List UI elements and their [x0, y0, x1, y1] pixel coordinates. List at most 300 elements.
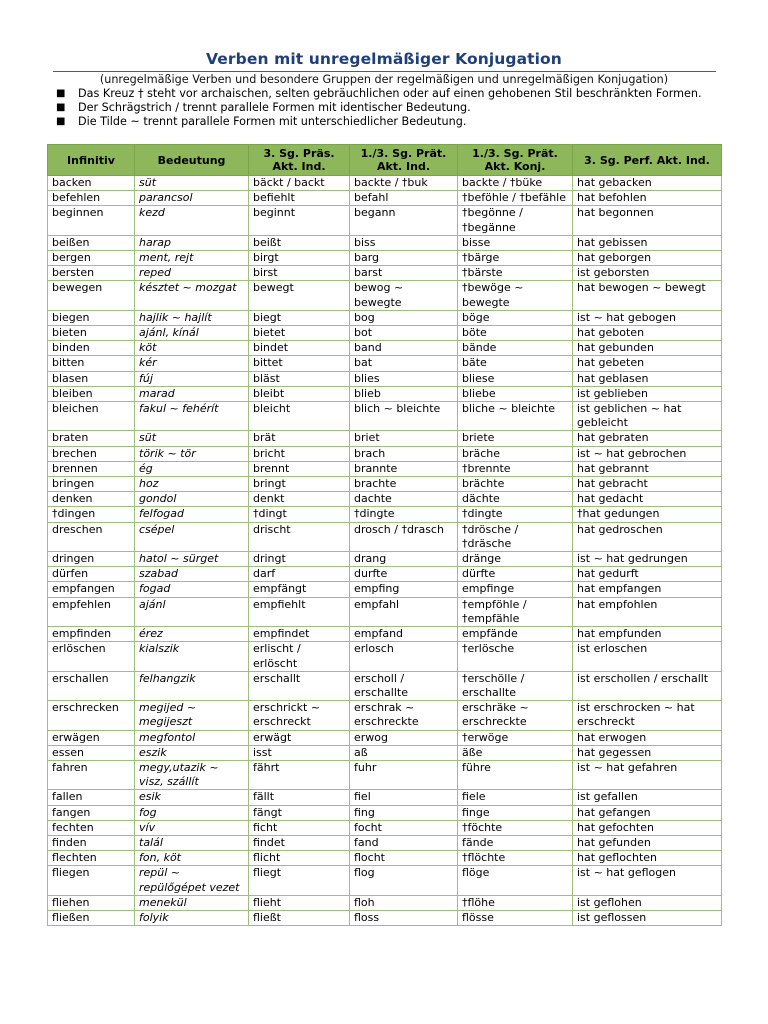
praeteritum-konj-cell: empfände [458, 627, 573, 642]
bedeutung-cell: reped [135, 266, 249, 281]
praeteritum-ind-cell: briet [350, 431, 458, 446]
bullet-icon: ■ [56, 116, 66, 128]
praesens-cell: bietet [249, 326, 350, 341]
praesens-cell: erlischt / erlöscht [249, 642, 350, 671]
infinitiv-cell: empfangen [48, 582, 135, 597]
table-row [48, 851, 722, 866]
title-underline [53, 71, 716, 72]
perfekt-cell: †hat gedungen [573, 507, 722, 522]
infinitiv-cell: flechten [48, 851, 135, 866]
table-row [48, 866, 722, 895]
praeteritum-ind-cell: fand [350, 835, 458, 850]
praeteritum-ind-cell: bot [350, 326, 458, 341]
infinitiv-cell: bleiben [48, 386, 135, 401]
praesens-cell: bäckt / backt [249, 176, 350, 191]
table-row [48, 461, 722, 476]
bedeutung-cell: kialszik [135, 642, 249, 671]
praeteritum-konj-cell: empfinge [458, 582, 573, 597]
table-row [48, 627, 722, 642]
table-row [48, 431, 722, 446]
table-row [48, 251, 722, 266]
table-row [48, 805, 722, 820]
header-perfekt: 3. Sg. Perf. Akt. Ind. [573, 145, 722, 176]
table-row [48, 582, 722, 597]
praeteritum-konj-cell: †dingte [458, 507, 573, 522]
perfekt-cell: hat geboten [573, 326, 722, 341]
praeteritum-ind-cell: begann [350, 206, 458, 235]
perfekt-cell: hat gegessen [573, 745, 722, 760]
praeteritum-ind-cell: barg [350, 251, 458, 266]
infinitiv-cell: dringen [48, 552, 135, 567]
perfekt-cell: hat gedroschen [573, 522, 722, 551]
perfekt-cell: hat gedurft [573, 567, 722, 582]
praeteritum-ind-cell: aß [350, 745, 458, 760]
praesens-cell: ficht [249, 820, 350, 835]
bedeutung-cell: menekül [135, 895, 249, 910]
infinitiv-cell: bergen [48, 251, 135, 266]
table-row [48, 642, 722, 671]
bedeutung-cell: kezd [135, 206, 249, 235]
praeteritum-konj-cell: †bewöge ~ bewegte [458, 281, 573, 310]
praeteritum-konj-cell: †beföhle / †befähle [458, 191, 573, 206]
bedeutung-cell: kér [135, 356, 249, 371]
header-praeteritum-ind: 1./3. Sg. Prät. Akt. Ind. [350, 145, 458, 176]
praeteritum-ind-cell: blies [350, 371, 458, 386]
bedeutung-cell: megfontol [135, 730, 249, 745]
infinitiv-cell: beißen [48, 235, 135, 250]
infinitiv-cell: fliehen [48, 895, 135, 910]
praeteritum-konj-cell: fände [458, 835, 573, 850]
infinitiv-cell: blasen [48, 371, 135, 386]
praeteritum-ind-cell: blieb [350, 386, 458, 401]
infinitiv-cell: erschrecken [48, 701, 135, 730]
praeteritum-ind-cell: durfte [350, 567, 458, 582]
praeteritum-konj-cell: äße [458, 745, 573, 760]
praeteritum-ind-cell: drosch / †drasch [350, 522, 458, 551]
infinitiv-cell: erwägen [48, 730, 135, 745]
praesens-cell: biegt [249, 310, 350, 325]
infinitiv-cell: dreschen [48, 522, 135, 551]
table-row [48, 341, 722, 356]
praesens-cell: findet [249, 835, 350, 850]
infinitiv-cell: fangen [48, 805, 135, 820]
infinitiv-cell: brechen [48, 446, 135, 461]
praeteritum-konj-cell: erschräke ~ erschreckte [458, 701, 573, 730]
table-body [48, 176, 722, 926]
table-row [48, 492, 722, 507]
praeteritum-ind-cell: fiel [350, 790, 458, 805]
table-row [48, 745, 722, 760]
praeteritum-konj-cell: bräche [458, 446, 573, 461]
infinitiv-cell: empfinden [48, 627, 135, 642]
perfekt-cell: ist ~ hat gebogen [573, 310, 722, 325]
praeteritum-konj-cell: bäte [458, 356, 573, 371]
perfekt-cell: ist ~ hat geflogen [573, 866, 722, 895]
note-text: Das Kreuz † steht vor archaischen, selten gebräuchlichen oder auf einen gehobenen Stil beschränkten Formen. [78, 87, 702, 100]
praeteritum-konj-cell: bliebe [458, 386, 573, 401]
praesens-cell: brennt [249, 461, 350, 476]
table-header-row [48, 145, 722, 176]
praeteritum-ind-cell: backte / †buk [350, 176, 458, 191]
infinitiv-cell: bieten [48, 326, 135, 341]
page-title: Verben mit unregelmäßiger Konjugation [206, 50, 562, 68]
bedeutung-cell: ajánl, kínál [135, 326, 249, 341]
note-item [54, 115, 717, 129]
header-infinitiv: Infinitiv [48, 145, 135, 176]
praesens-cell: fängt [249, 805, 350, 820]
bedeutung-cell: csépel [135, 522, 249, 551]
bedeutung-cell: talál [135, 835, 249, 850]
praesens-cell: empfängt [249, 582, 350, 597]
table-row [48, 507, 722, 522]
table-row [48, 552, 722, 567]
infinitiv-cell: erlöschen [48, 642, 135, 671]
perfekt-cell: hat gedacht [573, 492, 722, 507]
page-subtitle: (unregelmäßige Verben und besondere Gruppen der regelmäßigen und unregelmäßigen Konjugation) [99, 73, 669, 86]
praeteritum-ind-cell: bewog ~ bewegte [350, 281, 458, 310]
bedeutung-cell: késztet ~ mozgat [135, 281, 249, 310]
notes-list [54, 87, 717, 130]
praesens-cell: bringt [249, 477, 350, 492]
praesens-cell: erschrickt ~ erschreckt [249, 701, 350, 730]
praeteritum-konj-cell: fiele [458, 790, 573, 805]
perfekt-cell: hat gebacken [573, 176, 722, 191]
table-row [48, 895, 722, 910]
bedeutung-cell: süt [135, 176, 249, 191]
praeteritum-konj-cell: brächte [458, 477, 573, 492]
perfekt-cell: hat geflochten [573, 851, 722, 866]
praeteritum-konj-cell: †erschölle / erschallte [458, 671, 573, 700]
table-row [48, 701, 722, 730]
perfekt-cell: hat geblasen [573, 371, 722, 386]
table-row [48, 671, 722, 700]
infinitiv-cell: bitten [48, 356, 135, 371]
table-row [48, 266, 722, 281]
table-row [48, 281, 722, 310]
praeteritum-konj-cell: †bärste [458, 266, 573, 281]
infinitiv-cell: braten [48, 431, 135, 446]
praesens-cell: empfindet [249, 627, 350, 642]
table-row [48, 402, 722, 431]
table-row [48, 730, 722, 745]
praeteritum-konj-cell: dächte [458, 492, 573, 507]
bedeutung-cell: felhangzik [135, 671, 249, 700]
praeteritum-ind-cell: †dingte [350, 507, 458, 522]
infinitiv-cell: empfehlen [48, 597, 135, 626]
infinitiv-cell: backen [48, 176, 135, 191]
perfekt-cell: hat empfohlen [573, 597, 722, 626]
praesens-cell: erwägt [249, 730, 350, 745]
perfekt-cell: hat gefangen [573, 805, 722, 820]
bedeutung-cell: fakul ~ fehérít [135, 402, 249, 431]
praeteritum-konj-cell: briete [458, 431, 573, 446]
praesens-cell: brät [249, 431, 350, 446]
infinitiv-cell: fahren [48, 760, 135, 789]
praeteritum-ind-cell: empfing [350, 582, 458, 597]
bedeutung-cell: esik [135, 790, 249, 805]
bullet-icon: ■ [56, 102, 66, 114]
praeteritum-konj-cell: †flöhe [458, 895, 573, 910]
praesens-cell: darf [249, 567, 350, 582]
praesens-cell: bricht [249, 446, 350, 461]
praeteritum-ind-cell: empfand [350, 627, 458, 642]
praesens-cell: bittet [249, 356, 350, 371]
praeteritum-konj-cell: bliese [458, 371, 573, 386]
bedeutung-cell: harap [135, 235, 249, 250]
perfekt-cell: ist ~ hat gefahren [573, 760, 722, 789]
praeteritum-konj-cell: †brennte [458, 461, 573, 476]
bedeutung-cell: eszik [135, 745, 249, 760]
infinitiv-cell: binden [48, 341, 135, 356]
praeteritum-ind-cell: fuhr [350, 760, 458, 789]
praesens-cell: flieht [249, 895, 350, 910]
praesens-cell: bleicht [249, 402, 350, 431]
infinitiv-cell: erschallen [48, 671, 135, 700]
table-row [48, 835, 722, 850]
perfekt-cell: hat gebissen [573, 235, 722, 250]
praesens-cell: dringt [249, 552, 350, 567]
perfekt-cell: hat empfunden [573, 627, 722, 642]
bedeutung-cell: megijed ~ megijeszt [135, 701, 249, 730]
perfekt-cell: hat bewogen ~ bewegt [573, 281, 722, 310]
praeteritum-konj-cell: bliche ~ bleichte [458, 402, 573, 431]
bedeutung-cell: hajlik ~ hajlít [135, 310, 249, 325]
table-row [48, 191, 722, 206]
bedeutung-cell: süt [135, 431, 249, 446]
praeteritum-konj-cell: †begönne / †begänne [458, 206, 573, 235]
praeteritum-ind-cell: erschrak ~ erschreckte [350, 701, 458, 730]
praeteritum-ind-cell: floss [350, 910, 458, 925]
perfekt-cell: hat begonnen [573, 206, 722, 235]
perfekt-cell: ist geborsten [573, 266, 722, 281]
table-row [48, 386, 722, 401]
bedeutung-cell: ég [135, 461, 249, 476]
infinitiv-cell: biegen [48, 310, 135, 325]
praeteritum-konj-cell: bände [458, 341, 573, 356]
praesens-cell: birst [249, 266, 350, 281]
table-row [48, 206, 722, 235]
note-text: Der Schrägstrich / trennt parallele Formen mit identischer Bedeutung. [78, 101, 471, 115]
praeteritum-konj-cell: †föchte [458, 820, 573, 835]
table-row [48, 446, 722, 461]
perfekt-cell: ist erschrocken ~ hat erschreckt [573, 701, 722, 730]
note-text: Die Tilde ~ trennt parallele Formen mit unterschiedlicher Bedeutung. [78, 115, 467, 129]
praeteritum-ind-cell: empfahl [350, 597, 458, 626]
praesens-cell: bindet [249, 341, 350, 356]
perfekt-cell: ist geflohen [573, 895, 722, 910]
praeteritum-ind-cell: floh [350, 895, 458, 910]
infinitiv-cell: fallen [48, 790, 135, 805]
table-row [48, 790, 722, 805]
praeteritum-konj-cell: finge [458, 805, 573, 820]
praeteritum-ind-cell: dachte [350, 492, 458, 507]
bedeutung-cell: köt [135, 341, 249, 356]
praeteritum-ind-cell: fing [350, 805, 458, 820]
praeteritum-konj-cell: †bärge [458, 251, 573, 266]
praeteritum-konj-cell: †flöchte [458, 851, 573, 866]
bedeutung-cell: megy,utazik ~ visz, szállít [135, 760, 249, 789]
perfekt-cell: ist geblieben [573, 386, 722, 401]
bedeutung-cell: fog [135, 805, 249, 820]
bedeutung-cell: felfogad [135, 507, 249, 522]
praesens-cell: denkt [249, 492, 350, 507]
praeteritum-ind-cell: bat [350, 356, 458, 371]
praeteritum-ind-cell: brannte [350, 461, 458, 476]
perfekt-cell: ist ~ hat gedrungen [573, 552, 722, 567]
perfekt-cell: ist geflossen [573, 910, 722, 925]
praeteritum-ind-cell: brachte [350, 477, 458, 492]
praeteritum-ind-cell: biss [350, 235, 458, 250]
praesens-cell: fliegt [249, 866, 350, 895]
infinitiv-cell: finden [48, 835, 135, 850]
praeteritum-ind-cell: befahl [350, 191, 458, 206]
praesens-cell: birgt [249, 251, 350, 266]
perfekt-cell: hat gebunden [573, 341, 722, 356]
praeteritum-konj-cell: †drösche / †dräsche [458, 522, 573, 551]
perfekt-cell: ist gefallen [573, 790, 722, 805]
note-item [54, 101, 717, 115]
praeteritum-konj-cell: backte / †büke [458, 176, 573, 191]
infinitiv-cell: dürfen [48, 567, 135, 582]
infinitiv-cell: befehlen [48, 191, 135, 206]
praeteritum-ind-cell: brach [350, 446, 458, 461]
praeteritum-konj-cell: böte [458, 326, 573, 341]
bedeutung-cell: folyik [135, 910, 249, 925]
praeteritum-konj-cell: dürfte [458, 567, 573, 582]
infinitiv-cell: bringen [48, 477, 135, 492]
praesens-cell: bewegt [249, 281, 350, 310]
table-row [48, 910, 722, 925]
perfekt-cell: hat gebracht [573, 477, 722, 492]
bedeutung-cell: vív [135, 820, 249, 835]
bedeutung-cell: hoz [135, 477, 249, 492]
praesens-cell: bläst [249, 371, 350, 386]
perfekt-cell: hat gefochten [573, 820, 722, 835]
bedeutung-cell: hatol ~ sürget [135, 552, 249, 567]
perfekt-cell: hat gefunden [573, 835, 722, 850]
table-row [48, 477, 722, 492]
perfekt-cell: hat empfangen [573, 582, 722, 597]
infinitiv-cell: †dingen [48, 507, 135, 522]
praeteritum-ind-cell: erlosch [350, 642, 458, 671]
infinitiv-cell: bleichen [48, 402, 135, 431]
praeteritum-konj-cell: bisse [458, 235, 573, 250]
infinitiv-cell: essen [48, 745, 135, 760]
table-row [48, 567, 722, 582]
praeteritum-konj-cell: flöge [458, 866, 573, 895]
praeteritum-ind-cell: flocht [350, 851, 458, 866]
bedeutung-cell: fúj [135, 371, 249, 386]
bedeutung-cell: fogad [135, 582, 249, 597]
praesens-cell: empfiehlt [249, 597, 350, 626]
perfekt-cell: hat gebrannt [573, 461, 722, 476]
praesens-cell: flicht [249, 851, 350, 866]
header-praesens: 3. Sg. Präs. Akt. Ind. [249, 145, 350, 176]
table-row [48, 597, 722, 626]
perfekt-cell: ist erloschen [573, 642, 722, 671]
praeteritum-konj-cell: flösse [458, 910, 573, 925]
perfekt-cell: hat gebeten [573, 356, 722, 371]
praesens-cell: fällt [249, 790, 350, 805]
praeteritum-konj-cell: führe [458, 760, 573, 789]
praesens-cell: fährt [249, 760, 350, 789]
bedeutung-cell: törik ~ tör [135, 446, 249, 461]
table-row [48, 356, 722, 371]
praeteritum-ind-cell: barst [350, 266, 458, 281]
praeteritum-konj-cell: dränge [458, 552, 573, 567]
praeteritum-konj-cell: †erlösche [458, 642, 573, 671]
perfekt-cell: ist geblichen ~ hat gebleicht [573, 402, 722, 431]
praesens-cell: befiehlt [249, 191, 350, 206]
perfekt-cell: hat befohlen [573, 191, 722, 206]
infinitiv-cell: fließen [48, 910, 135, 925]
bedeutung-cell: repül ~ repülőgépet vezet [135, 866, 249, 895]
table-row [48, 371, 722, 386]
bedeutung-cell: ment, rejt [135, 251, 249, 266]
note-item [54, 87, 717, 101]
infinitiv-cell: fechten [48, 820, 135, 835]
praeteritum-konj-cell: †empföhle / †empfähle [458, 597, 573, 626]
bedeutung-cell: gondol [135, 492, 249, 507]
perfekt-cell: hat geborgen [573, 251, 722, 266]
table-row [48, 310, 722, 325]
table-row [48, 522, 722, 551]
infinitiv-cell: denken [48, 492, 135, 507]
bedeutung-cell: fon, köt [135, 851, 249, 866]
praeteritum-konj-cell: †erwöge [458, 730, 573, 745]
table-row [48, 235, 722, 250]
praeteritum-ind-cell: erscholl / erschallte [350, 671, 458, 700]
praeteritum-ind-cell: erwog [350, 730, 458, 745]
praeteritum-ind-cell: flog [350, 866, 458, 895]
infinitiv-cell: bersten [48, 266, 135, 281]
infinitiv-cell: bewegen [48, 281, 135, 310]
praeteritum-ind-cell: bog [350, 310, 458, 325]
praesens-cell: bleibt [249, 386, 350, 401]
praesens-cell: fließt [249, 910, 350, 925]
infinitiv-cell: fliegen [48, 866, 135, 895]
praesens-cell: erschallt [249, 671, 350, 700]
perfekt-cell: ist erschollen / erschallt [573, 671, 722, 700]
perfekt-cell: hat erwogen [573, 730, 722, 745]
table-row [48, 326, 722, 341]
praesens-cell: beginnt [249, 206, 350, 235]
bedeutung-cell: ajánl [135, 597, 249, 626]
bedeutung-cell: szabad [135, 567, 249, 582]
praeteritum-ind-cell: band [350, 341, 458, 356]
perfekt-cell: hat gebraten [573, 431, 722, 446]
praesens-cell: beißt [249, 235, 350, 250]
praesens-cell: †dingt [249, 507, 350, 522]
table-row [48, 176, 722, 191]
infinitiv-cell: beginnen [48, 206, 135, 235]
praesens-cell: isst [249, 745, 350, 760]
header-praeteritum-konj: 1./3. Sg. Prät. Akt. Konj. [458, 145, 573, 176]
praeteritum-konj-cell: böge [458, 310, 573, 325]
praeteritum-ind-cell: focht [350, 820, 458, 835]
infinitiv-cell: brennen [48, 461, 135, 476]
praesens-cell: drischt [249, 522, 350, 551]
bullet-icon: ■ [56, 88, 66, 99]
verb-table [47, 144, 722, 926]
table-row [48, 760, 722, 789]
praeteritum-ind-cell: drang [350, 552, 458, 567]
bedeutung-cell: parancsol [135, 191, 249, 206]
bedeutung-cell: érez [135, 627, 249, 642]
praeteritum-ind-cell: blich ~ bleichte [350, 402, 458, 431]
bedeutung-cell: marad [135, 386, 249, 401]
table-row [48, 820, 722, 835]
